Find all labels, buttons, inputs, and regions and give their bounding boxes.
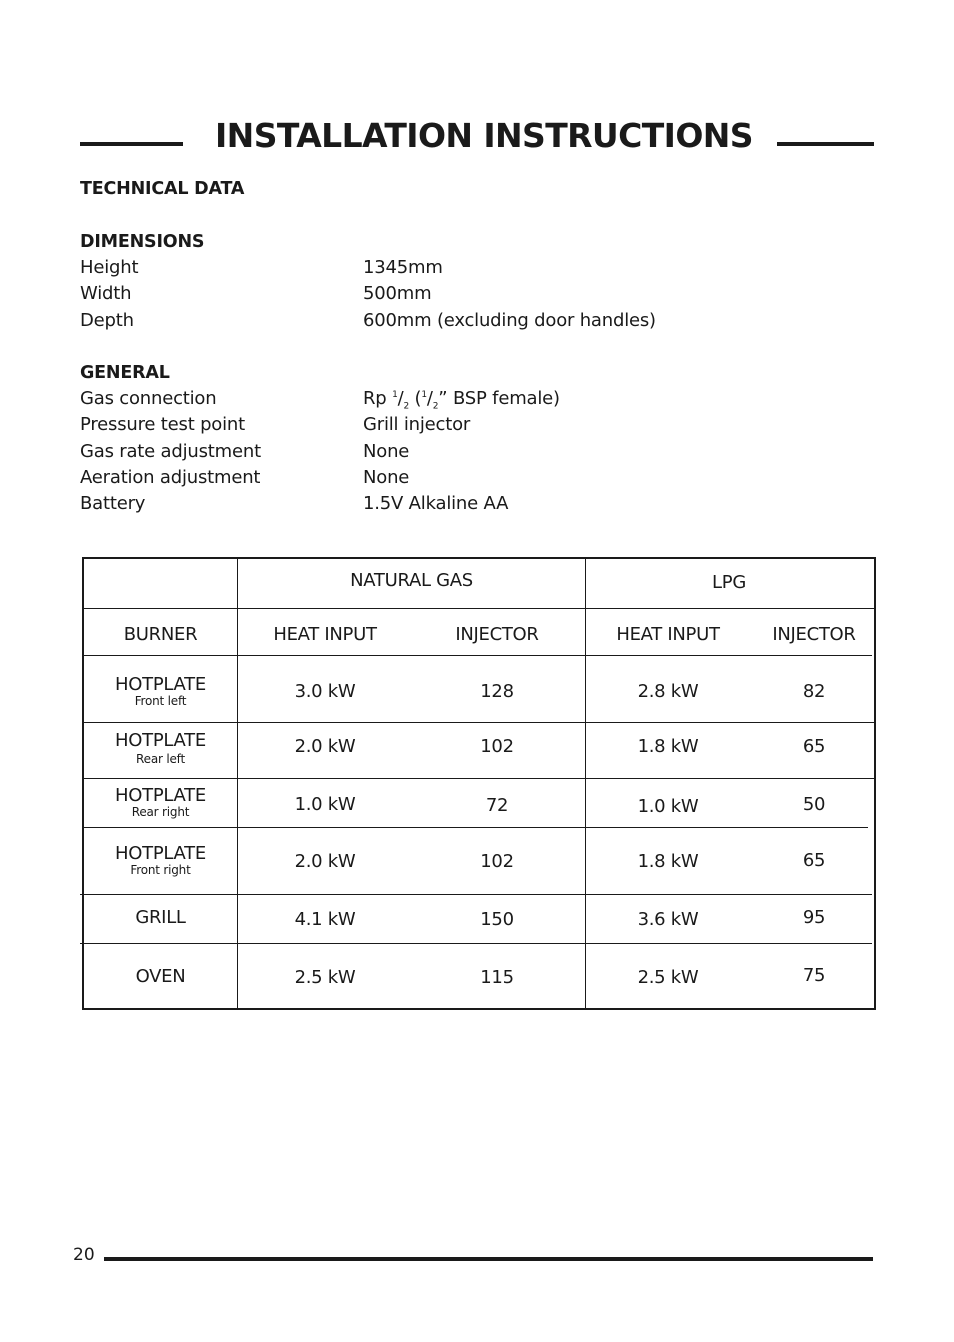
table-divider xyxy=(84,778,874,779)
fraction-denominator: 2 xyxy=(432,401,439,412)
value-prefix: Rp xyxy=(363,388,393,409)
column-header-burner: BURNER xyxy=(123,624,198,645)
ng-injector-cell: 128 xyxy=(480,681,514,702)
spec-value-gas-connection: Rp $^1/_2$ ($^1/_2$” BSP female) xyxy=(363,388,560,412)
lpg-injector-cell: 95 xyxy=(802,907,826,928)
table-divider xyxy=(84,827,868,828)
spec-value: None xyxy=(363,466,410,488)
ng-heat-input-cell: 2.5 kW xyxy=(294,967,356,988)
ng-injector-cell: 102 xyxy=(480,736,514,757)
lpg-heat-input-cell: 1.0 kW xyxy=(637,796,699,817)
spec-label: Height xyxy=(80,257,139,278)
dimensions-heading: DIMENSIONS xyxy=(80,232,205,252)
lpg-heat-input-cell: 1.8 kW xyxy=(637,851,699,872)
burner-cell xyxy=(84,731,237,766)
lpg-heat-input-cell: 2.8 kW xyxy=(637,681,699,702)
value-suffix: ” BSP female) xyxy=(438,388,560,409)
spec-value: 600mm (excluding door handles) xyxy=(363,309,656,331)
technical-data-section xyxy=(80,176,780,202)
burner-name: HOTPLATE xyxy=(115,843,206,864)
burner-cell xyxy=(84,675,237,708)
ng-injector-cell: 72 xyxy=(485,795,509,816)
ng-heat-input-cell: 4.1 kW xyxy=(294,909,356,930)
spec-label: Gas rate adjustment xyxy=(80,440,261,462)
spec-label: Width xyxy=(80,283,132,305)
ng-heat-input-cell: 2.0 kW xyxy=(294,736,356,757)
fraction-numerator: 1 xyxy=(392,390,398,400)
table-divider xyxy=(84,608,237,609)
burner-position: Front left xyxy=(134,694,187,708)
table-divider xyxy=(237,608,875,609)
table-divider xyxy=(585,559,586,1008)
column-header-lpg-injector: INJECTOR xyxy=(772,624,856,645)
column-header-lpg-heat-input: HEAT INPUT xyxy=(616,624,720,645)
burner-cell xyxy=(84,908,237,928)
title-bar xyxy=(80,112,874,160)
value-mid: ( xyxy=(409,388,422,409)
spec-row-width xyxy=(80,281,780,307)
spec-row-gas-rate-adjustment xyxy=(80,439,780,465)
ng-heat-input-cell: 2.0 kW xyxy=(294,851,356,872)
spec-value: 500mm xyxy=(363,283,432,305)
burner-name: HOTPLATE xyxy=(115,730,206,751)
table-divider xyxy=(80,943,872,944)
burner-name: HOTPLATE xyxy=(115,785,206,806)
burner-cell xyxy=(84,786,237,819)
technical-data-heading: TECHNICAL DATA xyxy=(80,179,245,199)
ng-heat-input-cell: 3.0 kW xyxy=(294,681,356,702)
spec-row-pressure-test-point xyxy=(80,412,780,438)
spec-row-aeration-adjustment xyxy=(80,465,780,491)
burner-name: HOTPLATE xyxy=(115,674,206,695)
spec-row-battery xyxy=(80,491,780,517)
group-header-natural-gas: NATURAL GAS xyxy=(350,570,473,591)
burner-name: OVEN xyxy=(135,966,186,987)
lpg-heat-input-cell: 1.8 kW xyxy=(637,736,699,757)
ng-injector-cell: 150 xyxy=(480,909,514,930)
lpg-injector-cell: 65 xyxy=(802,850,826,871)
ng-injector-cell: 102 xyxy=(480,851,514,872)
title-rule-right xyxy=(777,142,874,146)
dimensions-section xyxy=(80,229,780,334)
column-header-ng-injector: INJECTOR xyxy=(455,624,539,645)
table-divider xyxy=(80,894,872,895)
spec-value: None xyxy=(363,440,410,462)
table-divider xyxy=(84,722,874,723)
spec-label: Depth xyxy=(80,309,134,331)
burner-position: Rear right xyxy=(131,805,190,819)
ng-heat-input-cell: 1.0 kW xyxy=(294,794,356,815)
burner-cell xyxy=(84,967,237,987)
lpg-injector-cell: 50 xyxy=(802,794,826,815)
spec-value: 1345mm xyxy=(363,257,443,278)
lpg-injector-cell: 65 xyxy=(802,736,826,757)
fraction-denominator: 2 xyxy=(403,401,409,412)
column-header-ng-heat-input: HEAT INPUT xyxy=(273,624,377,645)
spec-value: Grill injector xyxy=(363,414,471,436)
spec-row-depth xyxy=(80,308,780,334)
spec-row-height xyxy=(80,255,780,281)
fraction-numerator: 1 xyxy=(421,390,427,400)
spec-value: 1.5V Alkaline AA xyxy=(363,493,509,515)
lpg-heat-input-cell: 3.6 kW xyxy=(637,909,699,930)
page-number: 20 xyxy=(73,1245,95,1265)
ng-injector-cell: 115 xyxy=(480,967,514,988)
group-header-lpg: LPG xyxy=(712,572,746,593)
spec-label: Aeration adjustment xyxy=(80,466,261,488)
general-section xyxy=(80,360,780,517)
general-heading: GENERAL xyxy=(80,363,170,383)
burner-cell xyxy=(84,844,237,877)
table-divider xyxy=(84,655,872,656)
spec-label: Gas connection xyxy=(80,388,217,409)
title-rule-left xyxy=(80,142,183,146)
lpg-injector-cell: 82 xyxy=(802,681,826,702)
burner-position: Rear left xyxy=(136,752,185,766)
table-divider xyxy=(237,559,238,1008)
lpg-heat-input-cell: 2.5 kW xyxy=(637,967,699,988)
page-title: INSTALLATION INSTRUCTIONS xyxy=(215,116,753,155)
burner-position: Front right xyxy=(130,863,191,877)
burner-name: GRILL xyxy=(135,907,186,928)
gas-spec-table xyxy=(82,557,876,1009)
spec-row-gas-connection xyxy=(80,386,780,412)
spec-label: Battery xyxy=(80,493,146,515)
lpg-injector-cell: 75 xyxy=(802,965,826,986)
footer-rule xyxy=(104,1257,873,1261)
spec-label: Pressure test point xyxy=(80,414,245,436)
